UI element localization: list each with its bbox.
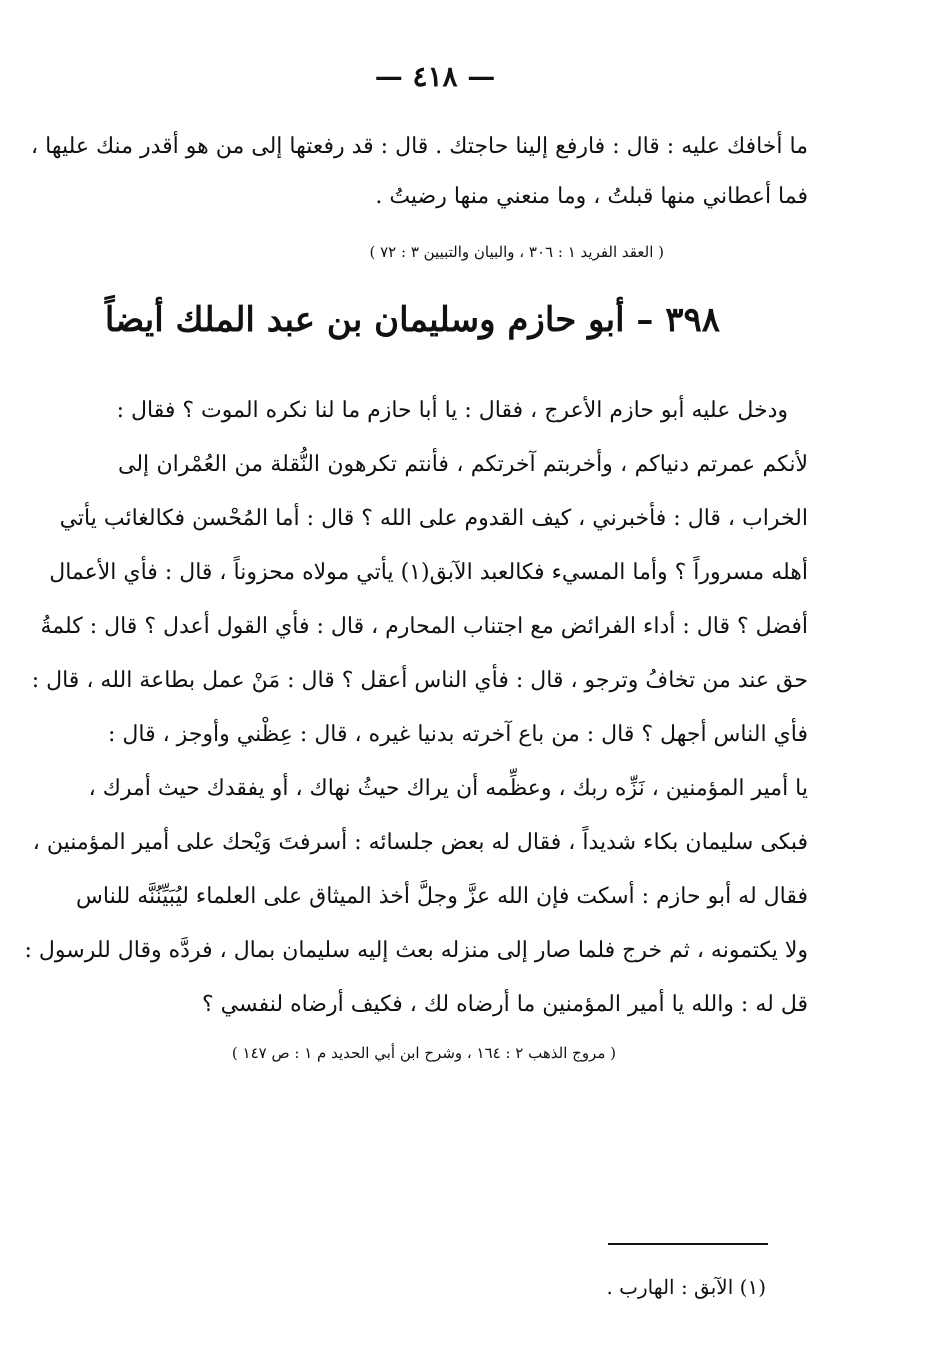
- body-line: ولا يكتمونه ، ثم خرج فلما صار إلى منزله بعث إليه سليمان بمال ، فردَّه وقال للرسول :: [24, 938, 808, 963]
- body-line: فقال له أبو حازم : أسكت فإن الله عزَّ وجلَّ أخذ الميثاق على العلماء ليُبَيِّنُنَّه للناس: [76, 884, 808, 909]
- body-line: ودخل عليه أبو حازم الأعرج ، فقال : يا أبا حازم ما لنا نكره الموت ؟ فقال :: [116, 398, 788, 423]
- passage-line: ما أخافك عليه : قال : فارفع إلينا حاجتك . قال : قد رفعتها إلى من هو أقدر منك عليها ،: [31, 134, 808, 159]
- footnote-divider: [608, 1243, 768, 1245]
- body-line: الخراب ، قال : فأخبرني ، كيف القدوم على الله ؟ قال : أما المُحْسن فكالغائب يأتي: [59, 506, 808, 531]
- passage-line: فما أعطاني منها قبلتُ ، وما منعني منها رضيتُ .: [375, 184, 808, 209]
- section-heading: ٣٩٨ – أبو حازم وسليمان بن عبد الملك أيضاً: [104, 300, 720, 340]
- body-line: لأنكم عمرتم دنياكم ، وأخربتم آخرتكم ، فأنتم تكرهون النُّقلة من العُمْران إلى: [118, 452, 808, 477]
- body-line: أفضل ؟ قال : أداء الفرائض مع اجتناب المحارم ، قال : فأي القول أعدل ؟ قال : كلمةُ: [40, 614, 808, 639]
- source-citation: ( العقد الفريد ١ : ٣٠٦ ، والبيان والتبيين ٣ : ٧٢ ): [369, 243, 664, 261]
- body-line: قل له : والله يا أمير المؤمنين ما أرضاه لك ، فكيف أرضاه لنفسي ؟: [201, 992, 808, 1017]
- body-line: حق عند من تخافُ وترجو ، قال : فأي الناس أعقل ؟ قال : مَنْ عمل بطاعة الله ، قال :: [31, 668, 808, 693]
- page-number: — ٤١٨ —: [374, 60, 496, 93]
- body-line: فبكى سليمان بكاء شديداً ، فقال له بعض جلسائه : أسرفتَ وَيْحك على أمير المؤمنين ،: [32, 830, 808, 855]
- footnote: (١) الآبق : الهارب .: [606, 1275, 766, 1299]
- body-line: أهله مسروراً ؟ وأما المسيء فكالعبد الآبق(١) يأتي مولاه محزوناً ، قال : فأي الأعمال: [49, 560, 808, 585]
- body-line: فأي الناس أجهل ؟ قال : من باع آخرته بدنيا غيره ، قال : عِظْني وأوجز ، قال :: [107, 722, 808, 747]
- body-line: يا أمير المؤمنين ، نَزِّه ربك ، وعظِّمه أن يراك حيثُ نهاك ، أو يفقدك حيث أمرك ،: [88, 776, 808, 801]
- source-citation: ( مروج الذهب ٢ : ١٦٤ ، وشرح ابن أبي الحديد م ١ : ص ١٤٧ ): [231, 1044, 616, 1062]
